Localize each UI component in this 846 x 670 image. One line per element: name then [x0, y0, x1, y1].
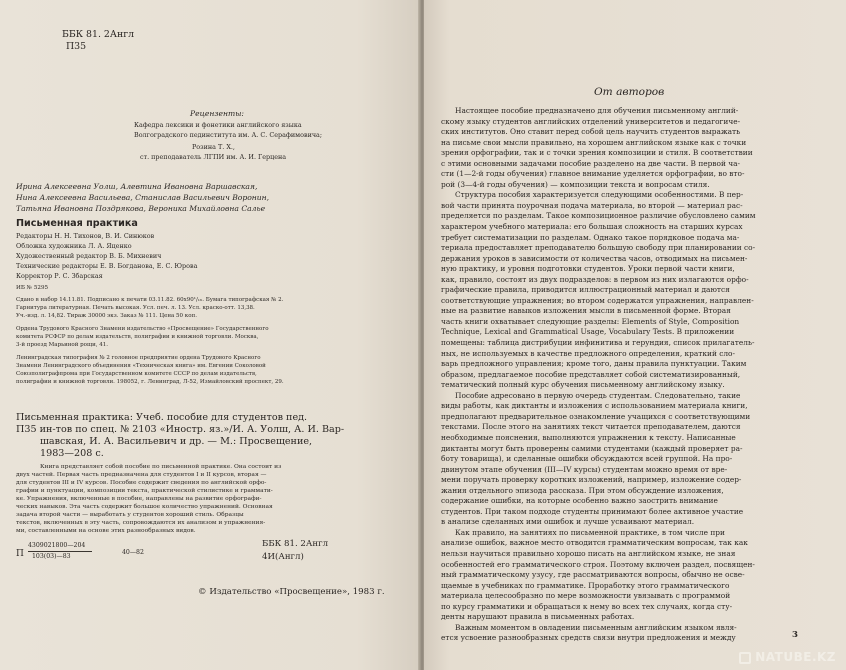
- preface-line: тематический полный курс обучения письменному английскому языку.: [441, 380, 725, 390]
- credit-line: Художественный редактор В. Б. Михневич: [16, 252, 162, 260]
- preface-line: текстами. После этого на занятиях текст читается преподавателем, даются: [441, 422, 741, 432]
- watermark: NATUBE.KZ: [739, 650, 836, 664]
- reviewer-line: Розина Т. Х.,: [192, 143, 235, 151]
- preface-line: щаемые в учебниках по грамматике. Проработку этого грамматического: [441, 580, 730, 590]
- bbk-right: ББК 81. 2Англ: [262, 539, 329, 549]
- copyright-line: © Издательство «Просвещение», 1983 г.: [198, 587, 385, 597]
- preface-line: материала целесообразно по мере возможности увязывать с программой: [441, 591, 731, 601]
- preface-line: боту товарища), и сделанные ошибки обсуждаются всей группой. На про-: [441, 454, 733, 464]
- preface-line: жания отдельного эпизода рассказа. При этом обсуждение изложения,: [441, 485, 724, 495]
- print-info-line: Сдано в набор 14.11.81. Подписано к печати 03.11.82. 60х90¹/₁₆. Бумага типографская № 2.: [16, 297, 284, 303]
- bbk-code: ББК 81. 2Англ: [62, 29, 135, 40]
- preface-line: с этими основными задачами пособие разделено на две части. В первой ча-: [441, 158, 741, 168]
- printer-line: Знамени Ленинградского объединения «Техническая книга» им. Евгении Соколовой: [16, 363, 266, 369]
- preface-line: помещены: таблица дистрибуции инфинитива и герундия, список прилагатель-: [441, 338, 755, 348]
- preface-line: ных, не используемых в качестве предложного определения, краткий сло-: [441, 348, 735, 358]
- print-info-line: Гарнитура литературная. Печать высокая. Усл. печ. л. 13. Усл. краско-отт. 13,38.: [16, 305, 255, 311]
- annotation-line: ческих навыков. Эта часть содержит большое количество упражнений. Основная: [16, 504, 273, 510]
- right-page: [424, 0, 846, 670]
- book-title: Письменная практика: [16, 218, 138, 229]
- preface-line: зрения орфографии, так и с точки зрения композиции и стиля. В соответствии: [441, 148, 753, 158]
- preface-line: ную практику, и уровня подготовки студентов. Уроки первой части книги,: [441, 264, 735, 274]
- p-code: П35: [66, 41, 87, 52]
- reviewer-line: Кафедра лексики и фонетики английского языка: [134, 121, 302, 129]
- preface-line: ные на развитие навыков изложения мысли в письменной форме. Вторая: [441, 306, 731, 316]
- code-mid: 40—82: [122, 549, 144, 556]
- catalog-line: Письменная практика: Учеб. пособие для студентов пед.: [16, 412, 308, 423]
- author-line: Нина Алексеевна Васильева, Станислав Васильевич Воронин,: [16, 193, 270, 202]
- publisher-line: 3-й проезд Марьиной рощи, 41.: [16, 342, 108, 348]
- watermark-logo-icon: [739, 652, 751, 664]
- preface-line: соответствующие упражнения; во втором содержатся упражнения, направлен-: [441, 295, 754, 305]
- preface-line: необходимые пояснения, выполняются упражнения к тексту. Написанные: [441, 432, 736, 442]
- preface-line: варь предложного управления; кроме того, даны правила пунктуации. Таким: [441, 359, 747, 369]
- preface-line: как, правило, состоят из двух подразделов: в первом из них излагаются орфо-: [441, 274, 749, 284]
- left-page: [0, 0, 420, 670]
- annotation-line: для студентов III и IV курсов. Пособие содержит сведения по английской орфо-: [16, 480, 267, 486]
- reviewers-heading: Рецензенты:: [190, 109, 244, 118]
- preface-line: Пособие адресовано в первую очередь студентам. Следовательно, такие: [455, 390, 741, 400]
- author-line: Татьяна Ивановна Поздрякова, Вероника Михайловна Салье: [16, 204, 266, 213]
- printer-line: Ленинградская типография № 2 головное предприятие ордена Трудового Красного: [16, 355, 261, 361]
- preface-line: Настоящее пособие предназначено для обучения письменному англий-: [455, 106, 739, 115]
- preface-line: требует систематизации по разделам. Однако такое порядковое подача ма-: [441, 232, 740, 242]
- code-denominator: 103(03)—83: [32, 553, 71, 560]
- preface-line: Как правило, на занятиях по письменной практике, в том числе при: [455, 527, 725, 537]
- code-fraction-rule: [28, 551, 92, 552]
- preface-line: содержание ошибки, на которые особенно важно заострить внимание: [441, 496, 718, 506]
- printer-line: полиграфии и книжной торговли. 198052, г. Ленинград, Л-52, Измайловский проспект, 29.: [16, 379, 284, 385]
- preface-line: образом, предлагаемое пособие представляет собой систематизированный,: [441, 369, 741, 379]
- preface-line: студентов. При таком подходе студенты принимают более активное участие: [441, 506, 744, 516]
- preface-line: часть книги охватывает следующие разделы: Elements of Style, Composition: [441, 316, 740, 326]
- preface-line: сти (1—2-й годы обучения) главное внимание уделяется орфографии, во вто-: [441, 169, 745, 179]
- preface-line: виды работы, как диктанты и изложения с использованием материала книги,: [441, 401, 748, 411]
- preface-line: анализе ошибок, важное место отводится грамматическим вопросам, так как: [441, 538, 748, 548]
- page-number: 3: [792, 630, 798, 640]
- isbn-line: ИБ № 5295: [16, 285, 49, 291]
- preface-line: на письме свои мысли правильно, на хорошем английском языке как с точки: [441, 137, 747, 147]
- preface-line: держания уроков в зависимости от количества часов, отводимых на письмен-: [441, 253, 748, 263]
- preface-line: Важным моментом в овладении письменным английским языком явля-: [455, 622, 737, 632]
- preface-line: предполагают предварительное ознакомление учащихся с соответствующими: [441, 411, 751, 421]
- annotation-line: Книга представляет собой пособие по письменной практике. Она состоит из: [40, 464, 282, 470]
- preface-line: ских институтов. Оно ставит перед собой цель научить студентов выражать: [441, 127, 741, 137]
- code-numerator: 4309021800—204: [28, 542, 86, 549]
- preface-line: по курсу грамматики и обращаться к нему во всех тех случаях, когда сту-: [441, 601, 733, 611]
- preface-body: [441, 106, 833, 644]
- annotation-line: задача второй части — выработать у студентов хороший стиль. Образцы: [16, 512, 244, 518]
- preface-line: графические правила, приводится иллюстрационный материал и даются: [441, 285, 730, 295]
- preface-line: двинутом этапе обучения (III—IV курсы) студентам можно время от вре-: [441, 464, 728, 474]
- annotation-line: двух частей. Первая часть предназначена для студентов I и II курсов, вторая —: [16, 472, 267, 478]
- preface-line: рой (3—4-й годы обучения) — композиции текста и вопросам стиля.: [441, 179, 710, 189]
- annotation-line: ми, составленными на основе этих разнообразных видов.: [16, 528, 196, 534]
- preface-line: териала предоставляет преподавателю большую свободу при планировании со-: [441, 243, 756, 253]
- credit-line: Обложка художника Л. А. Яценко: [16, 242, 132, 250]
- print-info-line: Уч.-изд. л. 14,82. Тираж 30000 экз. Заказ № 111. Цена 50 коп.: [16, 313, 197, 319]
- code-prefix: П: [16, 549, 24, 559]
- preface-line: мени поручать проверку коротких изложений, например, изложение содер-: [441, 475, 742, 485]
- annotation-line: ке. Упражнения, включенные в пособие, направлены на развитие орфографи-: [16, 496, 262, 502]
- annotation-line: графии и пунктуации, композиции текста, практической стилистике и граммати-: [16, 488, 273, 494]
- catalog-line: шавская, И. А. Васильевич и др. — М.: Просвещение,: [40, 436, 313, 447]
- annotation-line: текстов, включенных в эту часть, сопровождаются их анализом и упражнения-: [16, 520, 266, 526]
- publisher-line: Ордена Трудового Красного Знамени издательство «Просвещение» Государственного: [16, 326, 269, 332]
- catalog-line: П35 ин-тов по спец. № 2103 «Иностр. яз.»/И. А. Уолш, А. И. Вар-: [16, 424, 345, 435]
- preface-line: вой части принята поурочная подача материала, во второй — материал рас-: [441, 200, 743, 210]
- credit-line: Технические редакторы Е. В. Богданова, Е. С. Юрова: [16, 262, 198, 270]
- reviewer-line: Волгоградского пединститута им. А. С. Серафимовича;: [134, 131, 323, 139]
- preface-line: Структура пособия характеризуется следующими особенностями. В пер-: [455, 190, 744, 200]
- credit-line: Корректор Р. С. Збарская: [16, 272, 103, 280]
- preface-line: Technique, Lexical and Grammatical Usage, Vocabulary Tests. В приложении: [441, 327, 735, 337]
- catalog-line: 1983—208 с.: [40, 448, 104, 459]
- preface-line: ется усвоение разнообразных средств связи внутри предложения и между: [441, 633, 736, 643]
- preface-line: в анализе сделанных ими ошибок и лучше усваивают материал.: [441, 517, 695, 527]
- author-line: Ирина Алексеевна Уолш, Алевтина Ивановна Варшавская,: [16, 182, 258, 191]
- printer-line: Союзполиграфпрома при Государственном комитете СССР по делам издательств,: [16, 371, 257, 377]
- preface-line: скому языку студентов английских отделений университетов и педагогиче-: [441, 116, 741, 126]
- reviewer-line: ст. преподаватель ЛГПИ им. А. И. Герцена: [140, 153, 287, 161]
- preface-line: диктанты могут быть проверены самими студентами (каждый проверяет ра-: [441, 443, 743, 453]
- preface-line: ный грамматическому узусу, где рассматриваются вопросы, обычно не осве-: [441, 570, 745, 580]
- preface-line: нельзя научиться правильно хорошо писать на английском языке, не зная: [441, 548, 736, 558]
- preface-line: денты нарушают правила в письменных работах.: [441, 612, 635, 622]
- preface-line: характером учебного материала: его большая сложность на старших курсах: [441, 222, 743, 232]
- publisher-line: комитета РСФСР по делам издательств, полиграфии и книжной торговли. Москва,: [16, 334, 259, 340]
- preface-line: пределяется по разделам. Такое композиционное различие обусловлено самим: [441, 211, 756, 221]
- preface-line: особенностей его грамматического строя. Поэтому включен раздел, посвящен-: [441, 559, 755, 569]
- bbk-right-secondary: 4И(Англ): [262, 552, 304, 562]
- section-heading: От авторов: [594, 86, 665, 98]
- credit-line: Редакторы Н. Н. Тихонов, В. И. Синюков: [16, 232, 155, 240]
